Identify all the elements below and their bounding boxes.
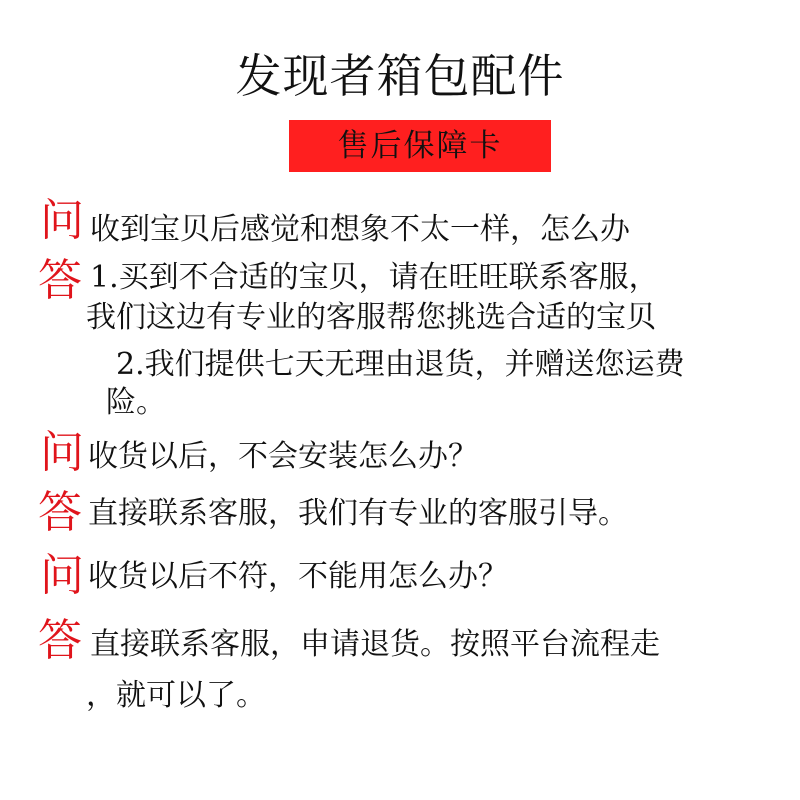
answer-1-line-2: 我们这边有专业的客服帮您挑选合适的宝贝 (86, 300, 656, 335)
answer-mark-2: 答 (38, 487, 82, 538)
question-mark-1: 问 (40, 195, 84, 246)
question-mark-3: 问 (40, 550, 84, 601)
question-3-text: 收货以后不符，不能用怎么办？ (88, 559, 508, 594)
answer-1-line-3: 2.我们提供七天无理由退货，并赠送您运费 (116, 347, 685, 382)
answer-mark-1: 答 (38, 255, 82, 306)
question-2-text: 收货以后，不会安装怎么办？ (88, 439, 478, 474)
subtitle-banner (289, 120, 551, 172)
answer-1-line-4: 险。 (106, 385, 166, 420)
page-title: 发现者箱包配件 (235, 49, 565, 103)
answer-1-line-1: 1.买到不合适的宝贝，请在旺旺联系客服， (90, 260, 659, 295)
question-mark-2: 问 (40, 427, 84, 478)
subtitle-text: 售后保障卡 (337, 128, 503, 164)
answer-3-line-1: 直接联系客服，申请退货。按照平台流程走 (90, 627, 660, 662)
answer-3-line-2: ，就可以了。 (86, 678, 266, 713)
question-1-text: 收到宝贝后感觉和想象不太一样，怎么办 (90, 212, 630, 247)
answer-2-line-1: 直接联系客服，我们有专业的客服引导。 (88, 496, 628, 531)
answer-mark-3: 答 (38, 615, 82, 666)
